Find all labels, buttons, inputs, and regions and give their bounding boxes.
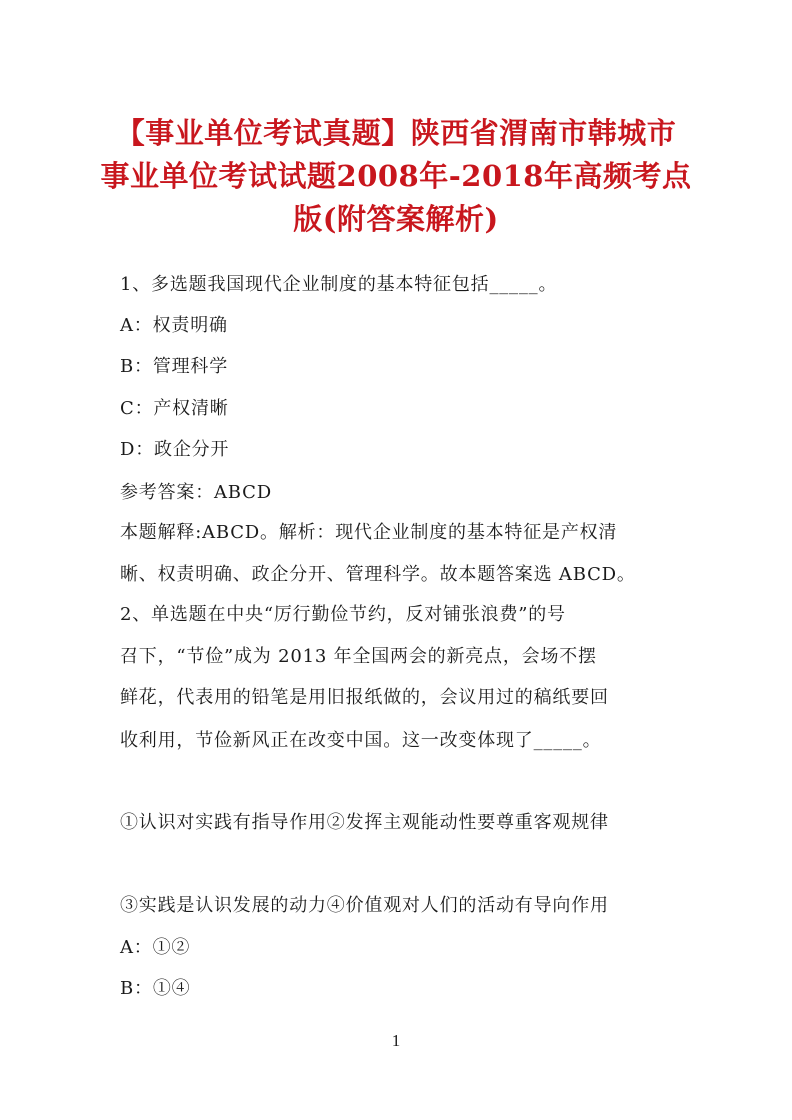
- question-2-text-1: 在中央“厉行勤俭节约，反对铺张浪费”的号: [207, 604, 566, 625]
- title-line-2: 事业单位考试试题2008年-2018年高频考点: [100, 159, 692, 193]
- question-1-option-c: C：产权清晰: [120, 398, 229, 419]
- question-2-type: 2、单选题: [120, 604, 208, 625]
- question-1-option-d: D：政企分开: [120, 439, 230, 460]
- document-title: [100, 112, 692, 241]
- question-2-statements-line-1: ①认识对实践有指导作用②发挥主观能动性要尊重客观规律: [120, 812, 609, 833]
- question-2-option-b: B：①④: [120, 978, 191, 999]
- question-2-option-a: A：①②: [120, 937, 191, 958]
- question-1-stem: [120, 273, 680, 297]
- question-1-explanation-line-2: 晰、权责明确、政企分开、管理科学。故本题答案选 ABCD。: [120, 564, 636, 585]
- question-1-option-a: A：权责明确: [120, 315, 228, 336]
- question-1-type: 1、多选题: [120, 274, 208, 295]
- question-1-option-b: B：管理科学: [120, 356, 229, 377]
- question-1-explanation-line-1: 本题解释:ABCD。解析：现代企业制度的基本特征是产权清: [120, 522, 618, 543]
- question-2-stem-line-1: [120, 603, 680, 627]
- question-2-statements-line-2: ③实践是认识发展的动力④价值观对人们的活动有导向作用: [120, 895, 609, 916]
- question-2-stem-line-2: 召下，“节俭”成为 2013 年全国两会的新亮点，会场不摆: [120, 646, 597, 667]
- question-1-text: 我国现代企业制度的基本特征包括_____。: [207, 274, 558, 295]
- page-number: 1: [391, 1031, 401, 1050]
- question-2-stem-line-3: 鲜花，代表用的铅笔是用旧报纸做的，会议用过的稿纸要回: [120, 687, 609, 708]
- title-line-3: 版(附答案解析): [293, 202, 499, 236]
- question-1-answer: 参考答案：ABCD: [120, 482, 272, 503]
- title-line-1: 【事业单位考试真题】陕西省渭南市韩城市: [115, 116, 677, 150]
- question-2-stem-line-4: 收利用，节俭新风正在改变中国。这一改变体现了_____。: [120, 730, 602, 751]
